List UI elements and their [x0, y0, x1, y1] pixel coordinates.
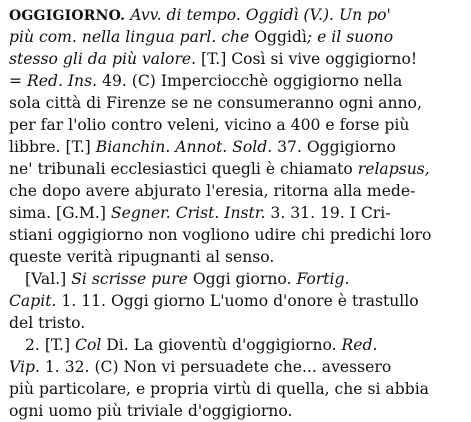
entry-line — [9, 70, 465, 92]
entry-text-segment: 2. [T.] — [25, 336, 76, 354]
entry-text-segment: Vip. — [9, 358, 40, 376]
entry-text-segment: per far l'olio contro veleni, vicino a 400 e forse più — [9, 116, 410, 134]
entry-line — [9, 334, 465, 356]
entry-text-segment: 37. Oggigiorno — [272, 138, 396, 156]
entry-line — [9, 136, 465, 158]
entry-text-segment: Capit. — [9, 292, 57, 310]
entry-text-segment: ne' tribunali ecclesiastici quegli è chiamato — [9, 160, 358, 178]
entry-text-segment: sola città di Firenze se ne consumeranno ogni anno, — [9, 94, 422, 112]
entry-text-segment: più com. nella lingua parl. che — [9, 28, 255, 46]
entry-line — [9, 312, 465, 334]
entry-line — [9, 26, 465, 48]
entry-text-segment: Di. La gioventù d'oggigiorno. — [101, 336, 342, 354]
entry-text-segment: relapsus, — [357, 160, 430, 178]
entry-line — [9, 48, 465, 70]
entry-text-segment: Avv. di tempo. Oggidì (V.). Un po' — [125, 6, 391, 24]
entry-text-segment: 1. 11. Oggi giorno L'uomo d'onore è trastullo — [56, 292, 419, 310]
entry-text-segment: [Val.] — [25, 270, 72, 288]
entry-text-segment: Bianchin. Annot. Sold. — [95, 138, 273, 156]
entry-text-segment: Red. — [341, 336, 378, 354]
entry-text-segment: sima. [G.M.] — [9, 204, 111, 222]
headword: OGGIGIORNO. — [9, 8, 126, 24]
entry-text-segment: ogni uomo più triviale d'oggigiorno. — [9, 402, 293, 420]
entry-line — [9, 224, 465, 246]
entry-text-segment: Si scrisse pure — [71, 270, 188, 288]
entry-text-segment: Col — [75, 336, 102, 354]
entry-text-segment: stesso gli da più valore. — [9, 50, 197, 68]
entry-text-segment: queste verità ripugnanti al senso. — [9, 248, 275, 266]
entry-text-segment: stiani oggigiorno non vogliono udire chi predichi loro — [9, 226, 432, 244]
entry-line — [9, 202, 465, 224]
entry-text-segment: ; e il suono — [306, 28, 394, 46]
entry-text-segment: Segner. Crist. Instr. — [110, 204, 266, 222]
entry-text-segment: Oggidì — [254, 28, 307, 46]
entry-text-segment: = Red. Ins. — [9, 72, 98, 90]
entry-text-segment: del tristo. — [9, 314, 86, 332]
entry-line — [9, 356, 465, 378]
entry-line — [9, 92, 465, 114]
entry-line — [9, 114, 465, 136]
entry-line — [9, 268, 465, 290]
entry-text-segment: più particolare, e propria virtù di quella, che si abbia — [9, 380, 429, 398]
entry-line — [9, 158, 465, 180]
entry-text-segment: 1. 32. (C) Non vi persuadete che... avessero — [39, 358, 392, 376]
entry-text-segment: Oggi giorno. — [187, 270, 297, 288]
entry-line — [9, 378, 465, 400]
entry-text-segment: Fortig. — [296, 270, 350, 288]
entry-line — [9, 246, 465, 268]
entry-line — [9, 180, 465, 202]
entry-text-segment: 49. (C) Imperciocchè oggigiorno nella — [97, 72, 403, 90]
dictionary-entry — [9, 4, 465, 422]
entry-line — [9, 290, 465, 312]
entry-line — [9, 4, 465, 26]
entry-text-segment: [T.] Così si vive oggigiorno! — [196, 50, 418, 68]
entry-line — [9, 400, 465, 422]
entry-text-segment: 3. 31. 19. I Cri- — [265, 204, 391, 222]
entry-text-segment: che dopo avere abjurato l'eresia, ritorna alla mede- — [9, 182, 416, 200]
entry-text-segment: libbre. [T.] — [9, 138, 96, 156]
